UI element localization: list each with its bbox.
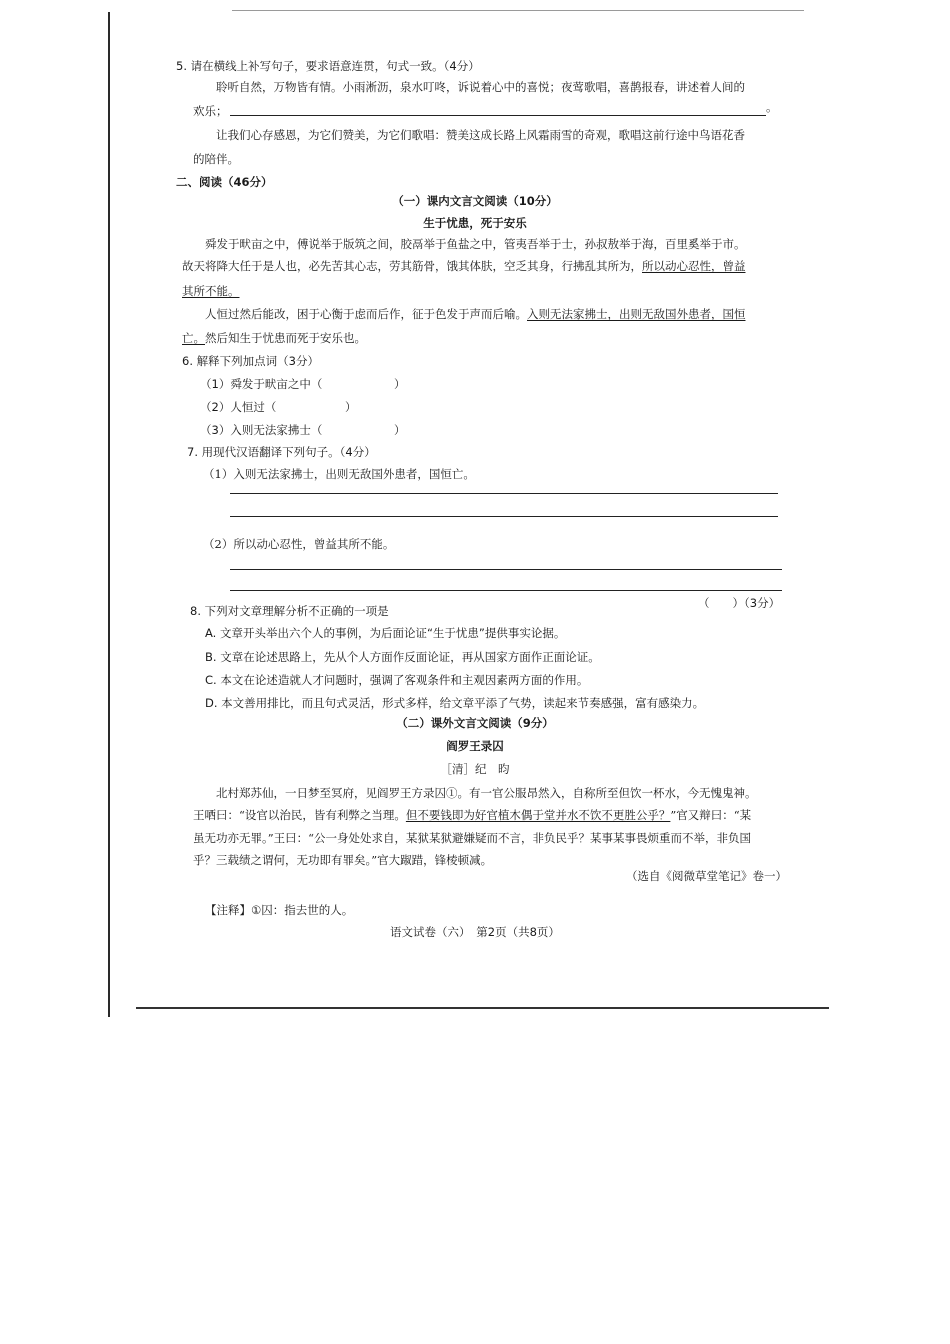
bottom-rule bbox=[136, 1007, 829, 1009]
q6-item-3: （3）入则无法家拂士（ bbox=[200, 423, 323, 437]
part1-passage-title: 生于忧患，死于安乐 bbox=[423, 216, 527, 230]
q7-answer-line-3[interactable] bbox=[230, 569, 782, 570]
part2-para-line-3: 虽无功亦无罪。”王曰：“公一身处处求自，某狱某狱避嫌疑而不言，非负民乎？某事某事畏烦重而不举，非负国 bbox=[193, 831, 752, 845]
part1-p5b: 然后知生于忧患而死于安乐也。 bbox=[205, 331, 366, 345]
q5-line-3: 让我们心存感恩，为它们赞美，为它们歌唱：赞美这成长路上风霜雨雪的奇观，歌唱这前行途中鸟语花香 bbox=[216, 128, 745, 142]
q6-item-3-close: ） bbox=[394, 423, 406, 437]
part1-p2a: 故天将降大任于是人也，必先苦其心志，劳其筋骨，饿其体肤，空乏其身，行拂乱其所为， bbox=[182, 259, 642, 273]
part1-para-line-1: 舜发于畎亩之中，傅说举于版筑之间，胶鬲举于鱼盐之中，管夷吾举于士，孙叔敖举于海，百里奚举于市。 bbox=[205, 237, 746, 251]
part1-p5a-underlined: 亡。 bbox=[182, 331, 205, 345]
part1-p2b-underlined: 所以动心忍性，曾益 bbox=[642, 259, 746, 273]
q5-answer-blank[interactable] bbox=[230, 115, 766, 116]
part2-para-line-2 bbox=[193, 807, 751, 823]
part1-para-line-3: 其所不能。 bbox=[182, 284, 240, 298]
part1-title: （一）课内文言文阅读（10分） bbox=[392, 194, 558, 208]
q8-option-c[interactable]: C. 本文在论述造就人才问题时，强调了客观条件和主观因素两方面的作用。 bbox=[205, 673, 589, 687]
section-2-heading: 二、阅读（46分） bbox=[176, 175, 273, 189]
page-footer: 语文试卷（六） 第2页（共8页） bbox=[390, 925, 560, 939]
part1-para-line-4 bbox=[205, 306, 746, 322]
q6-item-2-close: ） bbox=[345, 400, 357, 414]
part2-p2a: 王哂曰：“设官以治民，皆有利弊之当理。 bbox=[193, 808, 406, 822]
q5-line-1: 聆听自然，万物皆有情。小雨淅沥，泉水叮咚，诉说着心中的喜悦；夜莺歌唱，喜鹊报春，讲述着人间的 bbox=[216, 80, 745, 94]
q8-option-d[interactable]: D. 本文善用排比，而且句式灵活，形式多样，给文章平添了气势，读起来节奏感强，富有感染力。 bbox=[205, 696, 705, 710]
q5-title: 5. 请在横线上补写句子，要求语意连贯，句式一致。（4分） bbox=[176, 59, 480, 73]
part2-note: 【注释】①囚：指去世的人。 bbox=[205, 903, 354, 917]
q6-item-1-close: ） bbox=[394, 377, 406, 391]
part2-para-line-1: 北村郑苏仙，一日梦至冥府，见阎罗王方录囚①。有一官公服昂然入，自称所至但饮一杯水，今无愧鬼神。 bbox=[216, 786, 757, 800]
part1-para-line-5 bbox=[182, 330, 366, 346]
q6-item-1: （1）舜发于畎亩之中（ bbox=[200, 377, 323, 391]
q7-answer-line-4[interactable] bbox=[230, 590, 782, 591]
part2-author: ［清］纪 昀 bbox=[440, 762, 510, 776]
q7-answer-line-2[interactable] bbox=[230, 516, 778, 517]
part2-p2b-underlined: 但不要钱即为好官植木偶于堂并水不饮不更胜公乎？ bbox=[405, 808, 671, 822]
q8-option-a[interactable]: A. 文章开头举出六个人的事例，为后面论证“生于忧患”提供事实论据。 bbox=[205, 626, 566, 640]
q6-title: 6. 解释下列加点词（3分） bbox=[182, 354, 319, 368]
q7-answer-line-1[interactable] bbox=[230, 493, 778, 494]
part2-p2c: ”官又辩曰：“某 bbox=[670, 808, 752, 822]
left-margin-rule bbox=[108, 12, 110, 1017]
q5-line-4: 的陪伴。 bbox=[193, 152, 239, 166]
q6-item-2: （2）人恒过（ bbox=[200, 400, 277, 414]
q8-option-b[interactable]: B. 文章在论述思路上，先从个人方面作反面论证，再从国家方面作正面论证。 bbox=[205, 650, 600, 664]
part1-p4b-underlined: 入则无法家拂士，出则无敌国外患者，国恒 bbox=[527, 307, 746, 321]
q7-title: 7. 用现代汉语翻译下列句子。（4分） bbox=[187, 445, 376, 459]
q7-sentence-1: （1）入则无法家拂士，出则无敌国外患者，国恒亡。 bbox=[203, 467, 475, 481]
q8-answer-score[interactable]: （ ）（3分） bbox=[698, 596, 781, 610]
part1-p4a: 人恒过然后能改，困于心衡于虑而后作，征于色发于声而后喻。 bbox=[205, 307, 527, 321]
part2-para-line-4: 乎？三载绩之谓何，无功即有罪矣。”官大踧踖，锋棱顿减。 bbox=[193, 853, 493, 867]
q8-title: 8. 下列对文章理解分析不正确的一项是 bbox=[190, 604, 389, 618]
q5-line-2-end: 。 bbox=[766, 100, 778, 114]
q7-sentence-2: （2）所以动心忍性，曾益其所不能。 bbox=[203, 537, 395, 551]
part2-source: （选自《阅微草堂笔记》卷一） bbox=[626, 869, 787, 883]
part1-para-line-2 bbox=[182, 258, 746, 274]
part2-passage-title: 阎罗王录囚 bbox=[446, 739, 504, 753]
top-rule bbox=[232, 10, 804, 11]
part2-title: （二）课外文言文阅读（9分） bbox=[396, 716, 554, 730]
q5-line-2-label: 欢乐； bbox=[193, 104, 228, 118]
